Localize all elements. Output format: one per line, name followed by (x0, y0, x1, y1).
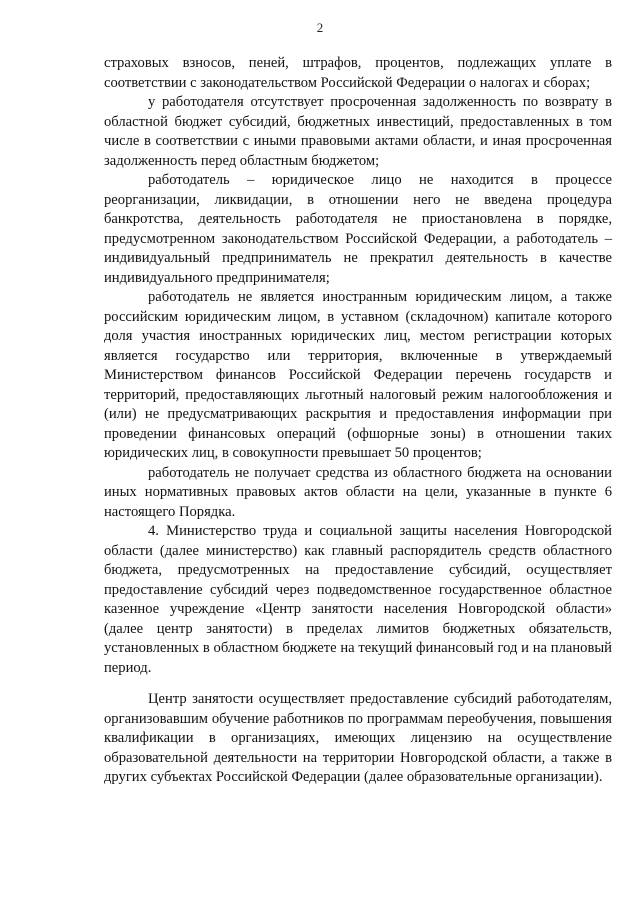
paragraph-no-other-funds: работодатель не получает средства из областного бюджета на основании иных нормативных правовых актов области на цели, указанные в пункте 6 настоящего Порядка. (104, 464, 612, 520)
paragraph-section-4: 4. Министерство труда и социальной защиты населения Новгородской области (далее министерство) как главный распорядитель средств областного бюджета, предусмотренных на предоставление субсидий, осуществляет предоставление субсидий через подведомственное государственное областное казенное учреждение «Центр занятости населения Новгородской области» (далее центр занятости) в пределах лимитов бюджетных обязательств, установленных в областном бюджете на текущий финансовый год и на плановый период. (104, 523, 612, 676)
paragraph-continuation: страховых взносов, пеней, штрафов, процентов, подлежащих уплате в соответствии с законодательством Российской Федерации о налогах и сборах; (104, 55, 612, 91)
paragraph-no-reorganization: работодатель – юридическое лицо не находится в процессе реорганизации, ликвидации, в отношении него не введена процедура банкротства, деятельность работодателя не приостановлена в порядке, предусмотренном законодательством Российской Федерации, а работодатель – индивидуальный предприниматель не прекратил деятельность в качестве индивидуального предпринимателя; (104, 172, 612, 286)
page-number: 2 (316, 20, 324, 35)
paragraph-not-foreign-entity: работодатель не является иностранным юридическим лицом, а также российским юридическим лицом, в уставном (складочном) капитале которого доля участия иностранных юридических лиц, местом регистрации которых является государство или территория, включенные в утверждаемый Министерством финансов Российской Федерации перечень государств и территорий, предоставляющих льготный налоговый режим налогообложения и (или) не предусматривающих раскрытия и предоставления информации при проведении финансовых операций (офшорные зоны) в отношении таких юридических лиц, в совокупности превышает 50 процентов; (104, 289, 612, 461)
paragraph-no-overdue-debt: у работодателя отсутствует просроченная задолженность по возврату в областной бюджет субсидий, бюджетных инвестиций, предоставленных в том числе в соответствии с иными правовыми актами области, и иная просроченная задолженность перед областным бюджетом; (104, 94, 612, 169)
document-body (104, 54, 612, 788)
paragraph-employment-center: Центр занятости осуществляет предоставление субсидий работодателям, организовавшим обучение работников по программам переобучения, повышения квалификации в организациях, имеющих лицензию на осуществление образовательной деятельности на территории Новгородской области, а также в других субъектах Российской Федерации (далее образовательные организации). (104, 691, 612, 785)
